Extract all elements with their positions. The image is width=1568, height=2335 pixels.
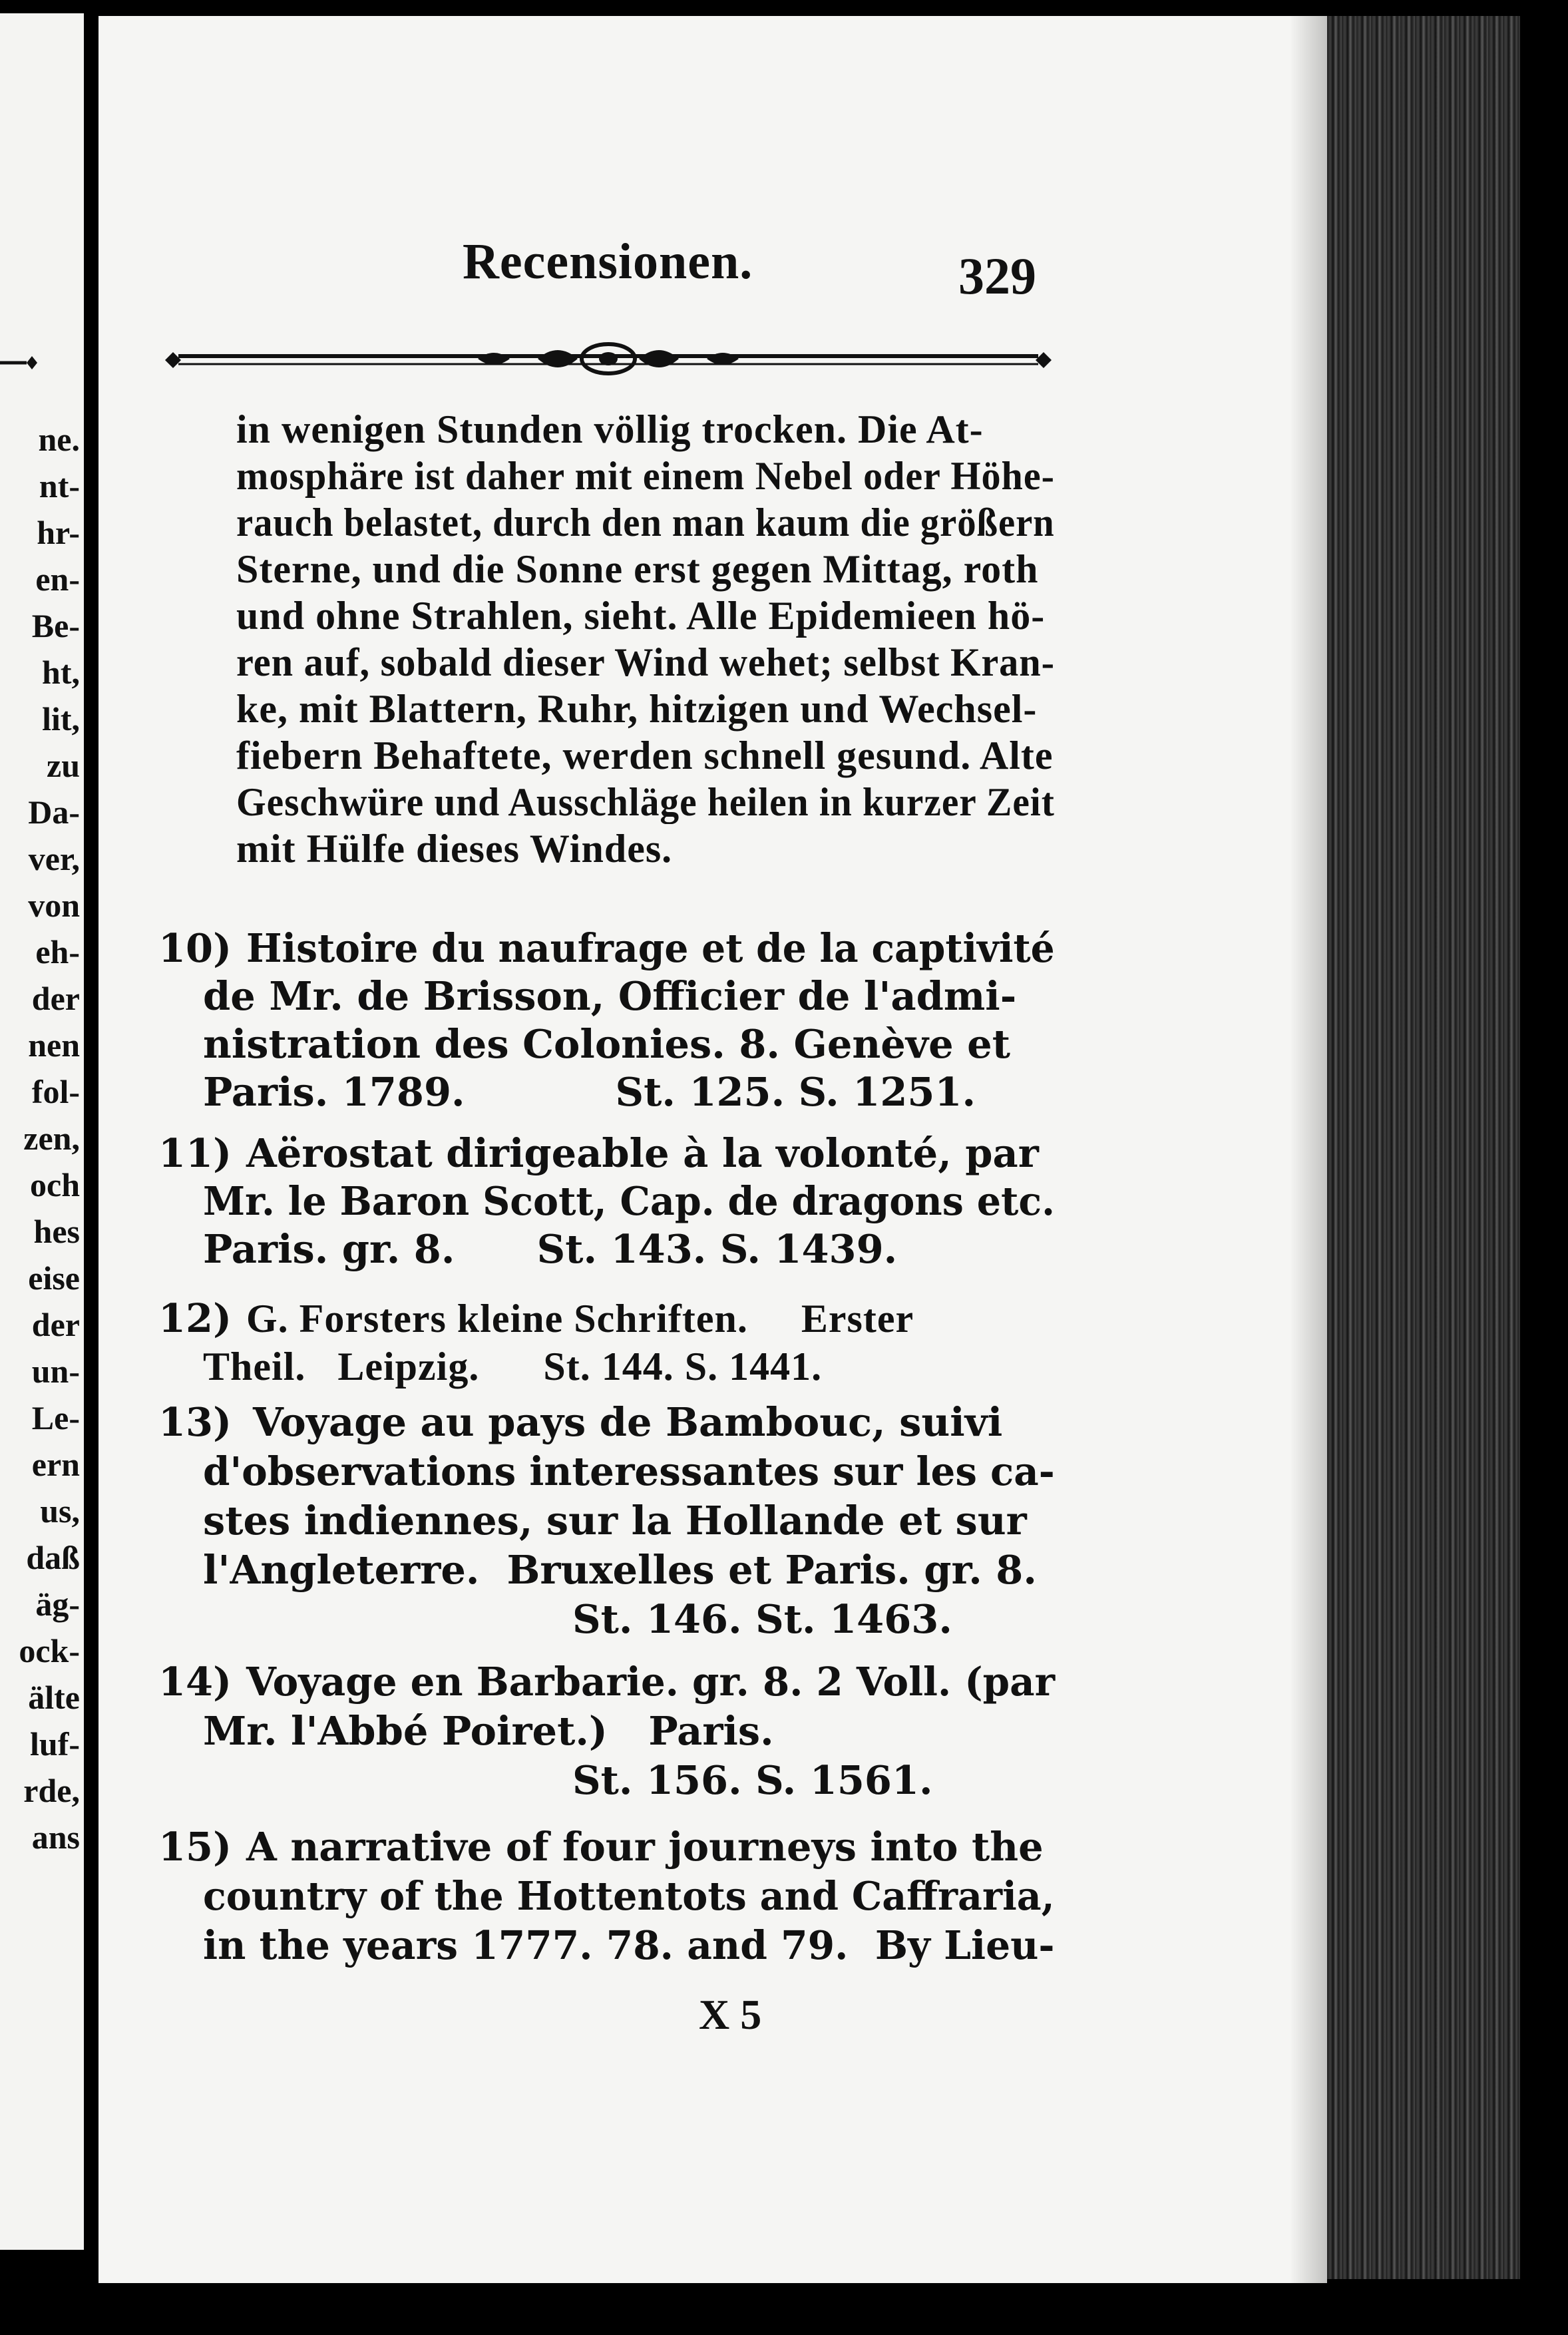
previous-page-fragment: och xyxy=(30,1166,80,1203)
previous-page-fragment: nen xyxy=(28,1026,80,1064)
previous-page-fragment: hes xyxy=(33,1213,80,1250)
entry-line: A narrative of four journeys into the xyxy=(246,1824,1044,1870)
previous-page-fragment: eise xyxy=(28,1259,80,1297)
previous-page-fragment: ne. xyxy=(38,421,80,458)
entry-number: 13) xyxy=(158,1399,232,1445)
page-number: 329 xyxy=(958,247,1036,305)
previous-page-fragment: eh- xyxy=(35,933,80,970)
previous-page-fragment: ock- xyxy=(19,1632,80,1669)
running-head: Recensionen. xyxy=(463,234,753,290)
entry-line: Voyage en Barbarie. gr. 8. 2 Voll. (par xyxy=(246,1659,1056,1705)
passage-line: rauch belastet, durch den man kaum die größern xyxy=(236,501,1055,544)
entry-line: Theil. Leipzig. St. 144. S. 1441. xyxy=(203,1345,823,1388)
previous-page-fragment: un- xyxy=(31,1353,80,1390)
entry-number: 15) xyxy=(158,1824,232,1870)
entry-number: 12) xyxy=(158,1295,232,1341)
previous-page-fragment: hr- xyxy=(37,514,80,551)
entry-line: G. Forsters kleine Schriften. Erster xyxy=(246,1297,914,1341)
previous-page-fragment: äg- xyxy=(35,1586,80,1623)
entry-line: Aërostat dirigeable à la volonté, par xyxy=(246,1130,1039,1176)
entry-number: 14) xyxy=(158,1659,232,1705)
previous-page-ornament xyxy=(0,353,37,373)
entry-line: stes indiennes, sur la Hollande et sur xyxy=(203,1498,1027,1544)
entry-line: in the years 1777. 78. and 79. By Lieu- xyxy=(203,1922,1055,1968)
entry-line: Mr. l'Abbé Poiret.) Paris. xyxy=(203,1708,774,1754)
entry-line: nistration des Colonies. 8. Genève et xyxy=(203,1021,1010,1067)
passage-line: mit Hülfe dieses Windes. xyxy=(236,827,673,871)
entry-line: Voyage au pays de Bambouc, suivi xyxy=(253,1399,1003,1445)
passage-line: ren auf, sobald dieser Wind wehet; selbst Kran- xyxy=(236,640,1056,684)
entry-line: Mr. le Baron Scott, Cap. de dragons etc. xyxy=(203,1178,1055,1224)
previous-page-fragment: Be- xyxy=(31,607,80,644)
passage-line: Geschwüre und Ausschläge heilen in kurzer Zeit xyxy=(236,780,1055,824)
previous-page-fragment: der xyxy=(31,1306,80,1343)
entry-line: St. 146. St. 1463. xyxy=(572,1596,952,1642)
passage-line: mosphäre ist daher mit einem Nebel oder Höhe- xyxy=(236,454,1055,498)
entry-line: de Mr. de Brisson, Officier de l'admi- xyxy=(203,973,1017,1019)
entry-line: l'Angleterre. Bruxelles et Paris. gr. 8. xyxy=(203,1547,1037,1593)
previous-page-fragment: en- xyxy=(35,560,80,598)
previous-page-fragment: der xyxy=(31,980,80,1017)
passage-line: fiebern Behaftete, werden schnell gesund. Alte xyxy=(236,734,1054,777)
previous-page-fragment: nt- xyxy=(39,467,80,505)
passage-line: Sterne, und die Sonne erst gegen Mittag, roth xyxy=(236,547,1039,591)
entry-line: Histoire du naufrage et de la captivité xyxy=(246,925,1055,971)
signature-mark: X 5 xyxy=(699,1991,762,2038)
page-edge-shadow xyxy=(1290,16,1330,2283)
previous-page-fragment: luf- xyxy=(30,1725,80,1763)
entry-line: Paris. gr. 8. St. 143. S. 1439. xyxy=(203,1226,898,1272)
passage-line: in wenigen Stunden völlig trocken. Die At- xyxy=(236,407,984,451)
previous-page-fragment: zu xyxy=(47,747,80,784)
previous-page-fragment: Da- xyxy=(28,793,80,831)
entry-number: 11) xyxy=(158,1130,232,1176)
previous-page-fragment: zen, xyxy=(23,1120,80,1157)
entry-line: St. 156. S. 1561. xyxy=(572,1757,933,1803)
entry-line: Paris. 1789. St. 125. S. 1251. xyxy=(203,1069,976,1115)
previous-page-fragment: ern xyxy=(31,1446,80,1483)
previous-page-fragment: rde, xyxy=(23,1772,80,1809)
page-block-edges xyxy=(1327,16,1520,2279)
header-ornament-rule xyxy=(165,336,1052,381)
previous-page-fragment: fol- xyxy=(31,1073,80,1110)
previous-page-fragment: von xyxy=(28,887,80,924)
entry-line: d'observations interessantes sur les ca- xyxy=(203,1448,1055,1494)
previous-page-fragment: us, xyxy=(40,1492,80,1530)
previous-page-fragment: daß xyxy=(26,1539,80,1576)
previous-page-fragment: ver, xyxy=(28,840,80,877)
previous-page-fragment: lit, xyxy=(42,700,80,738)
passage-line: ke, mit Blattern, Ruhr, hitzigen und Wechsel- xyxy=(236,687,1038,731)
previous-page-fragment: Le- xyxy=(31,1399,80,1436)
passage-line: und ohne Strahlen, sieht. Alle Epidemieen hö- xyxy=(236,594,1046,638)
previous-page-fragment: ans xyxy=(31,1818,80,1856)
entry-number: 10) xyxy=(158,925,232,971)
previous-page-fragment: älte xyxy=(28,1679,80,1716)
previous-page-edge xyxy=(0,13,84,2250)
previous-page-fragment: ht, xyxy=(42,654,80,691)
entry-line: country of the Hottentots and Caffraria, xyxy=(203,1873,1055,1919)
